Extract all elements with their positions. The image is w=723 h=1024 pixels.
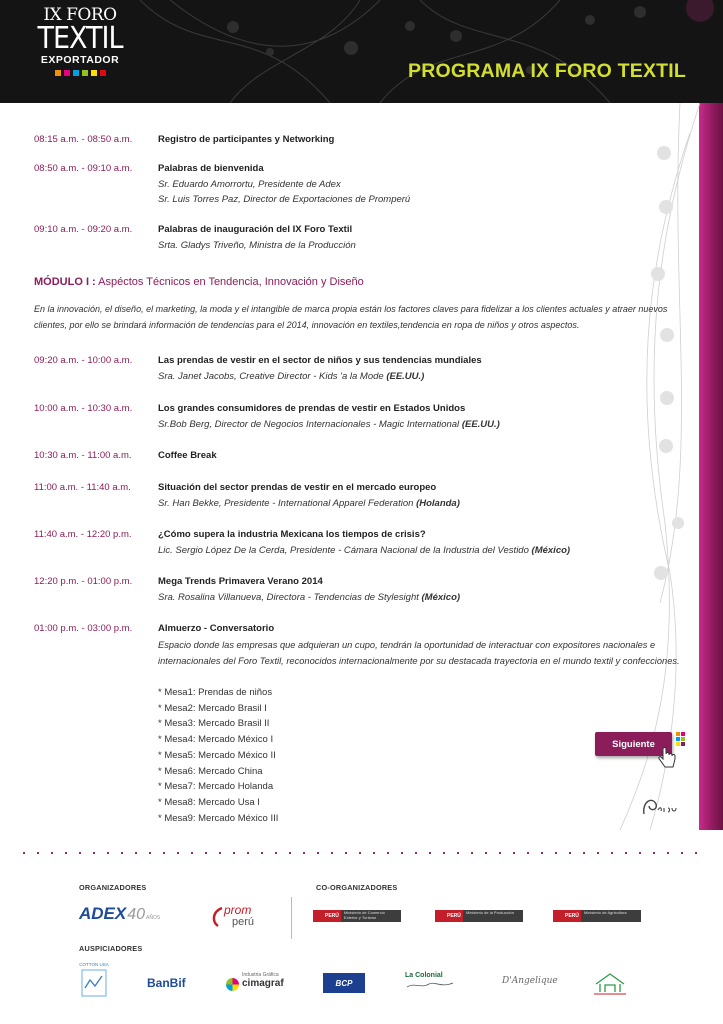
- session-country: (México): [531, 544, 571, 556]
- cotton-usa-logo: [78, 962, 110, 1002]
- promperu-swoosh-icon: [210, 906, 224, 928]
- session-time: 10:00 a.m. - 10:30 a.m.: [34, 403, 133, 414]
- list-item: * Mesa2: Mercado Brasil I: [158, 702, 267, 714]
- list-item: * Mesa4: Mercado México I: [158, 734, 274, 746]
- list-item: * Mesa9: Mercado México III: [158, 812, 279, 824]
- session-time: 08:15 a.m. - 08:50 a.m.: [34, 134, 133, 145]
- session-time: 09:10 a.m. - 09:20 a.m.: [34, 224, 133, 235]
- cimagraf-subtitle: Industria Gráfica: [242, 972, 279, 978]
- cimagraf-circle-icon: [226, 978, 239, 991]
- session-speaker: Lic. Sergio López De la Cerda, Presidente - Cámara Nacional de la Industria del Vestido: [158, 544, 529, 556]
- session-country: (Holanda): [416, 497, 460, 509]
- session-speaker: Sr.Bob Berg, Director de Negocios Internacionales - Magic International: [158, 418, 460, 430]
- session-title: Mega Trends Primavera Verano 2014: [158, 576, 323, 587]
- foro-textil-logo: [32, 6, 128, 76]
- promperu-text-top: prom: [224, 903, 252, 917]
- adex-logo: [79, 904, 160, 924]
- cotton-usa-text: COTTON USA: [79, 962, 109, 967]
- session-title: Los grandes consumidores de prendas de vestir en Estados Unidos: [158, 403, 466, 414]
- cimagraf-logo: [226, 972, 286, 996]
- footer-divider: [17, 852, 707, 854]
- session-speaker: Sr. Eduardo Amorrortu, Presidente de Adex: [158, 178, 341, 190]
- lunch-description: Espacio donde las empresas que adquieran un cupo, tendrán la oportunidad de interactuar con expositores nacionales e internacionales del Foro Textil, reconocidos internacionalmente por su destacada trayectoria en el mundo textil y confecciones.: [158, 639, 680, 666]
- session-title: Almuerzo - Conversatorio: [158, 623, 275, 634]
- promperu-text-bottom: perú: [232, 916, 255, 928]
- session-time: 10:30 a.m. - 11:00 a.m.: [34, 450, 132, 461]
- produce-logo: PERÚ Ministerio de la Producción: [435, 909, 523, 923]
- session-time: 08:50 a.m. - 09:10 a.m.: [34, 163, 133, 174]
- session-time: 11:00 a.m. - 11:40 a.m.: [34, 482, 131, 493]
- adex-40-text: 40: [127, 906, 146, 923]
- organizers-label: ORGANIZADORES: [79, 883, 147, 892]
- logo-color-squares: [32, 70, 128, 76]
- session-title: Situación del sector prendas de vestir en el mercado europeo: [158, 482, 437, 493]
- session-time: 11:40 a.m. - 12:20 p.m.: [34, 529, 132, 540]
- sponsors-label: AUSPICIADORES: [79, 944, 143, 953]
- mincetur-logo: PERÚ Ministerio de Comercio Exterior y Turismo: [313, 909, 401, 923]
- dangelique-logo: D'Angelique: [502, 976, 558, 986]
- banbif-logo: BanBif: [147, 976, 186, 990]
- coorganizers-label: CO-ORGANIZADORES: [316, 883, 398, 892]
- marca-peru-logo: [640, 794, 684, 820]
- session-title: ¿Cómo supera la industria Mexicana los tiempos de crisis?: [158, 529, 426, 540]
- adex-logo-text: ADEX: [79, 904, 127, 923]
- list-item: * Mesa8: Mercado Usa I: [158, 796, 260, 808]
- session-speaker: Srta. Gladys Triveño, Ministra de la Producción: [158, 239, 356, 251]
- session-title: Coffee Break: [158, 450, 217, 461]
- la-colonial-logo: [405, 971, 460, 995]
- color-squares-icon: [676, 732, 688, 752]
- session-speaker: Sra. Janet Jacobs, Creative Director - Kids 'a la Mode: [158, 370, 384, 382]
- session-title: Palabras de inauguración del IX Foro Textil: [158, 224, 353, 235]
- logo-line1: IX FORO: [43, 5, 117, 25]
- list-item: * Mesa5: Mercado México II: [158, 749, 276, 761]
- logo-line2: TEXTIL: [37, 21, 123, 56]
- cotton-usa-mark: [80, 968, 108, 998]
- footer-vertical-divider: [291, 897, 292, 939]
- module-name: Aspéctos Técnicos en Tendencia, Innovación y Diseño: [98, 276, 364, 288]
- session-title: Palabras de bienvenida: [158, 163, 264, 174]
- session-speaker: Sr. Han Bekke, Presidente - International Apparel Federation: [158, 497, 414, 509]
- module-intro: En la innovación, el diseño, el marketing, la moda y el intangible de marca propia están los factores claves para fidelizar a los clientes actuales y atraer nuevos clientes, por ello se brindará información de tendencias para el 2014, innovación en textiles,tendencia en ropa de niños y otros aspectos.: [34, 304, 668, 330]
- cimagraf-text: cimagraf: [242, 978, 284, 989]
- session-time: 12:20 p.m. - 01:00 p.m.: [34, 576, 133, 587]
- module-heading: [34, 276, 364, 288]
- session-title: Las prendas de vestir en el sector de niños y sus tendencias mundiales: [158, 355, 482, 366]
- la-colonial-text: La Colonial: [405, 972, 443, 979]
- decorative-curves: [560, 103, 700, 830]
- la-colonial-signature: [405, 980, 455, 990]
- session-speaker: Sra. Rosalina Villanueva, Directora - Tendencias de Stylesight: [158, 591, 419, 603]
- session-time: 01:00 p.m. - 03:00 p.m.: [34, 623, 133, 634]
- session-country: (EE.UU.): [386, 370, 425, 382]
- module-label: MÓDULO I :: [34, 276, 96, 288]
- adex-anos-text: AÑOS: [146, 915, 161, 921]
- session-country: (EE.UU.): [461, 418, 500, 430]
- list-item: * Mesa6: Mercado China: [158, 765, 263, 777]
- session-speaker: Sr. Luis Torres Paz, Director de Exportaciones de Promperú: [158, 194, 411, 205]
- bcp-logo: BCP: [323, 973, 365, 993]
- promperu-logo: [210, 904, 270, 930]
- list-item: * Mesa1: Prendas de niños: [158, 687, 273, 698]
- pagoda-logo: [592, 970, 628, 996]
- pointer-hand-icon: [657, 747, 677, 769]
- session-time: 09:20 a.m. - 10:00 a.m.: [34, 355, 133, 366]
- next-button[interactable]: Siguiente: [595, 732, 672, 756]
- page-title: PROGRAMA IX FORO TEXTIL: [408, 60, 686, 82]
- session-title: Registro de participantes y Networking: [158, 134, 335, 145]
- list-item: * Mesa7: Mercado Holanda: [158, 781, 274, 793]
- session-country: (México): [421, 591, 461, 603]
- header-banner: [0, 0, 723, 103]
- minag-logo: PERÚ Ministerio de Agricultura: [553, 909, 641, 923]
- list-item: * Mesa3: Mercado Brasil II: [158, 718, 270, 730]
- logo-line3: EXPORTADOR: [40, 54, 120, 66]
- mesa-list: [158, 685, 278, 826]
